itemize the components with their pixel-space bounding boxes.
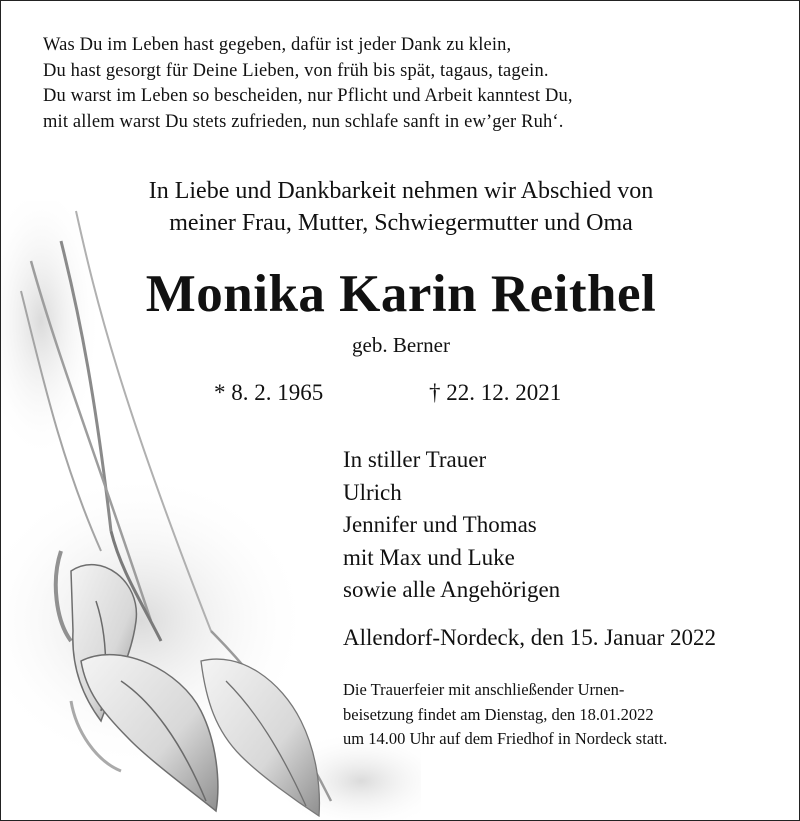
notice-line: Die Trauerfeier mit anschließender Urnen- xyxy=(343,680,625,699)
poem-line: mit allem warst Du stets zufrieden, nun schlafe sanft in ew’ger Ruh‘. xyxy=(43,111,564,132)
maiden-name: geb. Berner xyxy=(352,333,450,357)
mourner-line: Ulrich xyxy=(343,479,402,505)
funeral-notice xyxy=(343,678,667,752)
deceased-name: Monika Karin Reithel xyxy=(145,265,657,323)
intro-line: meiner Frau, Mutter, Schwiegermutter und Oma xyxy=(169,210,633,236)
place-and-date: Allendorf-Nordeck, den 15. Januar 2022 xyxy=(343,625,716,650)
poem-line: Du warst im Leben so bescheiden, nur Pflicht und Arbeit kanntest Du, xyxy=(43,86,573,106)
mourner-line: Jennifer und Thomas xyxy=(343,512,537,537)
notice-line: um 14.00 Uhr auf dem Friedhof in Nordeck statt. xyxy=(343,729,668,748)
mourners-list xyxy=(343,444,560,607)
death-date: † 22. 12. 2021 xyxy=(429,380,562,405)
notice-line: beisetzung findet am Dienstag, den 18.01.2022 xyxy=(343,704,654,724)
mourner-line: mit Max und Luke xyxy=(343,544,515,570)
mourner-line: In stiller Trauer xyxy=(343,447,487,472)
poem-line: Was Du im Leben hast gegeben, dafür ist jeder Dank zu klein, xyxy=(43,35,512,55)
intro-line: In Liebe und Dankbarkeit nehmen wir Abschied von xyxy=(148,178,654,204)
poem-line: Du hast gesorgt für Deine Lieben, von früh bis spät, tagaus, tagein. xyxy=(43,60,549,81)
birth-date: * 8. 2. 1965 xyxy=(214,380,324,405)
farewell-intro xyxy=(1,175,800,239)
mourner-line: sowie alle Angehörigen xyxy=(343,577,561,602)
poem xyxy=(43,33,573,135)
